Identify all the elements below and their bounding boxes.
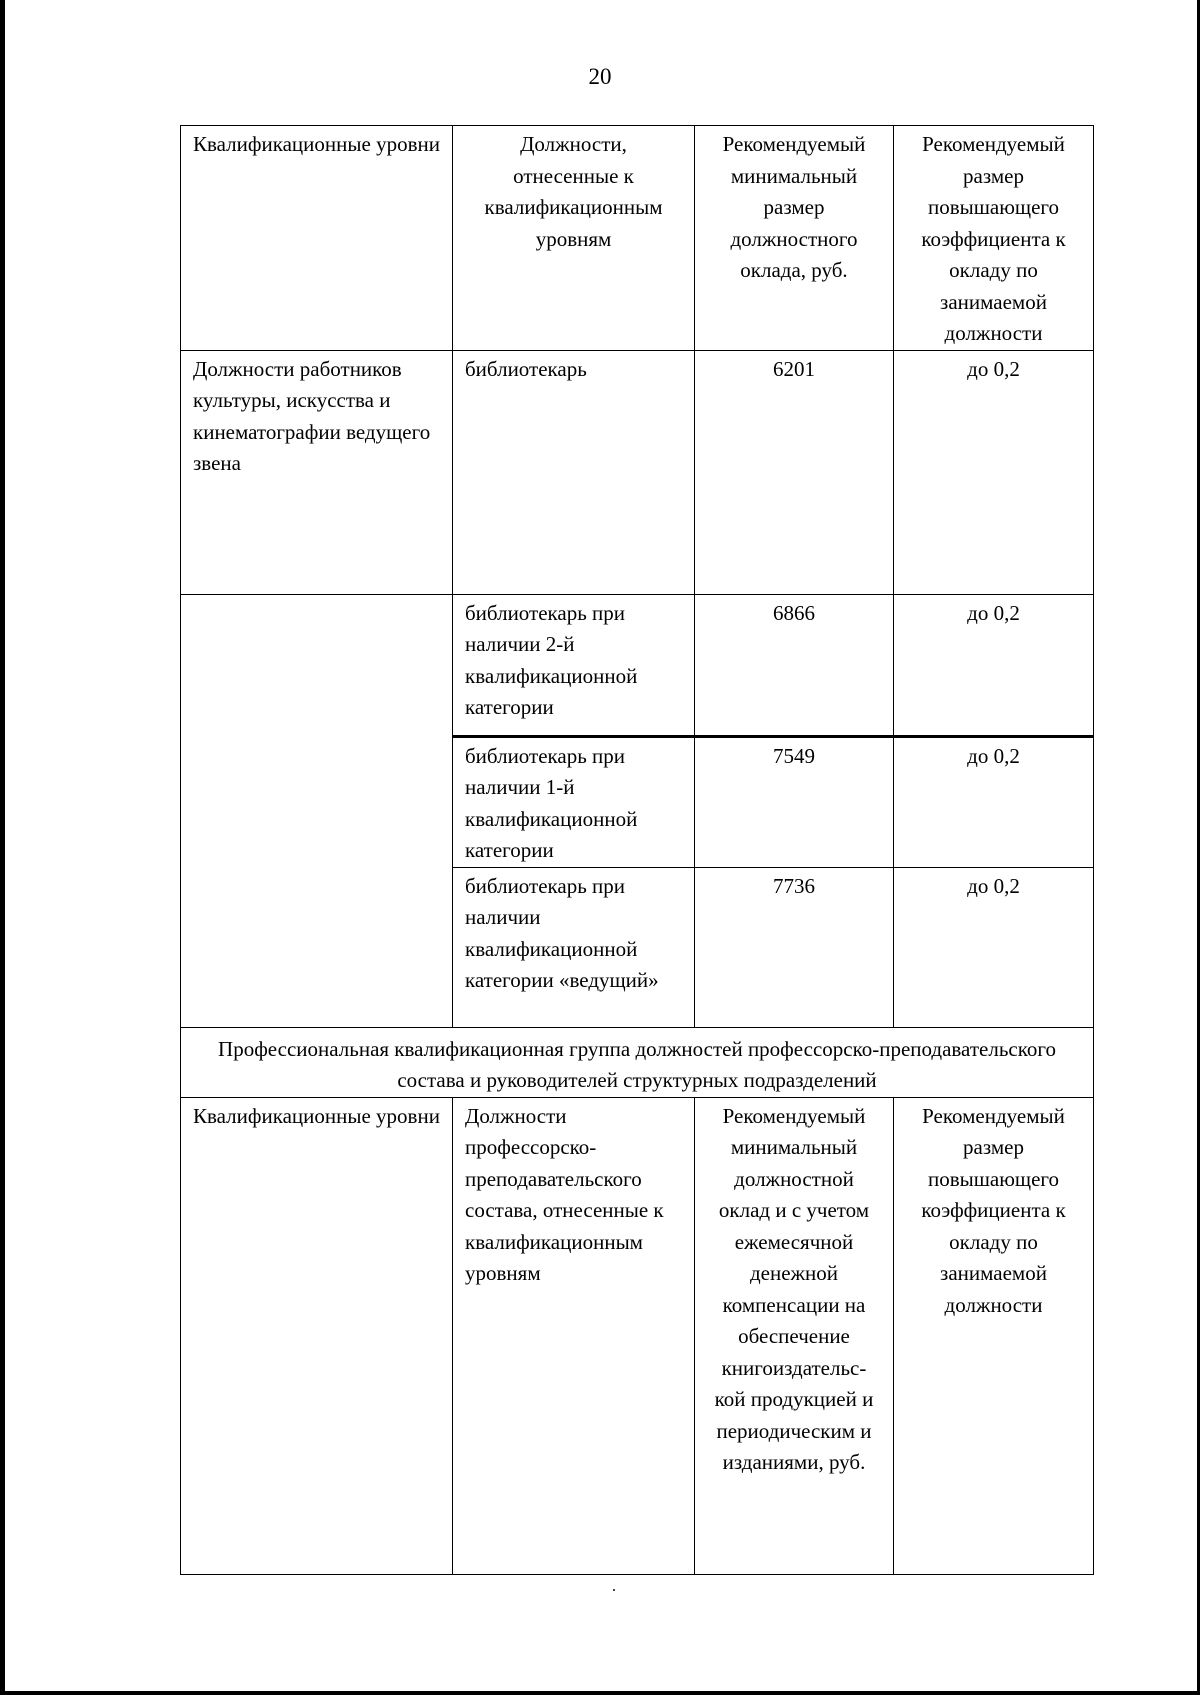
section-title: Профессиональная квалификационная группа должностей профессорско-преподавательского состава и руководителей структурных подразделений <box>181 1027 1094 1097</box>
position-cell: библиотекарь при наличии 1-й квалификационной категории <box>453 736 695 867</box>
scan-edge-left <box>0 0 5 1695</box>
header-salary: Рекомендуемый минимальный размер должностного оклада, руб. <box>695 126 894 351</box>
coefficient-cell: до 0,2 <box>894 867 1094 1027</box>
coefficient-cell: до 0,2 <box>894 594 1094 736</box>
salary-cell: 6201 <box>695 350 894 594</box>
header2-levels: Квалификационные уровни <box>181 1097 453 1574</box>
table-header-row-2 <box>181 1097 1094 1574</box>
coefficient-cell: до 0,2 <box>894 736 1094 867</box>
header-positions: Должности, отнесенные к квалификационным уровням <box>453 126 695 351</box>
header-coefficient: Рекомендуемый размер повышающего коэффициента к окладу по занимаемой должности <box>894 126 1094 351</box>
empty-level-cell <box>181 594 453 1027</box>
salary-cell: 7736 <box>695 867 894 1027</box>
header2-salary: Рекомендуемый минимальный должностной оклад и с учетом ежемесячной денежной компенсации на обеспечение книгоиздательс-кой продукцией и периодическим и изданиями, руб. <box>695 1097 894 1574</box>
position-cell: библиотекарь при наличии 2-й квалификационной категории <box>453 594 695 736</box>
position-cell: библиотекарь <box>453 350 695 594</box>
qualification-table <box>180 125 1094 1575</box>
salary-cell: 6866 <box>695 594 894 736</box>
header2-coefficient: Рекомендуемый размер повышающего коэффициента к окладу по занимаемой должности <box>894 1097 1094 1574</box>
coefficient-cell: до 0,2 <box>894 350 1094 594</box>
section-title-row <box>181 1027 1094 1097</box>
scan-speck <box>613 1589 615 1591</box>
salary-cell: 7549 <box>695 736 894 867</box>
qualification-level-cell: Должности работников культуры, искусства и кинематографии ведущего звена <box>181 350 453 594</box>
header-levels: Квалификационные уровни <box>181 126 453 351</box>
table-row <box>181 350 1094 594</box>
table-header-row <box>181 126 1094 351</box>
table-row <box>181 594 1094 736</box>
header2-positions: Должности профессорско-преподавательского состава, отнесенные к квалификационным уровням <box>453 1097 695 1574</box>
scan-edge-bottom <box>0 1691 1200 1695</box>
page-number: 20 <box>588 64 612 89</box>
position-cell: библиотекарь при наличии квалификационной категории «ведущий» <box>453 867 695 1027</box>
